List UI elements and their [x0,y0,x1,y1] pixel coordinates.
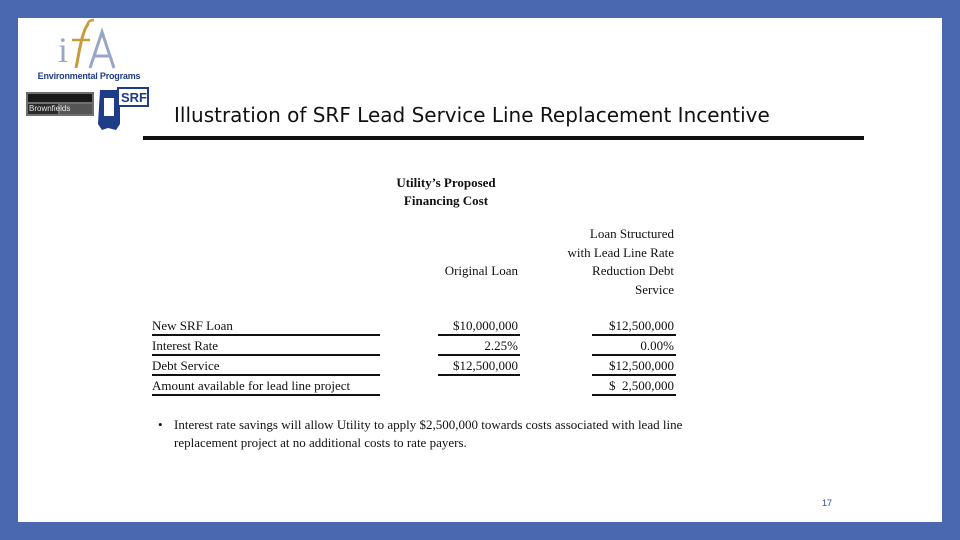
cell-structured-debt-service: $12,500,000 [609,358,674,373]
slide-title: Illustration of SRF Lead Service Line Replacement Incentive [174,103,770,127]
table-group-header: Utility’s Proposed Financing Cost [396,175,496,208]
cell-original-interest-rate: 2.25% [484,338,518,353]
row-divider [592,354,676,356]
srf-indiana-logo [94,84,150,132]
cell-original-debt-service: $12,500,000 [453,358,518,373]
row-divider [152,374,380,376]
ifa-logo-caption: Environmental Programs [37,71,141,81]
row-divider [438,334,520,336]
cell-structured-new-srf-loan: $12,500,000 [609,318,674,333]
ifa-logo [24,18,149,86]
row-divider [152,334,380,336]
svg-text:i: i [58,30,69,70]
row-label-interest-rate: Interest Rate [152,338,219,353]
bullet-note-text: Interest rate savings will allow Utility to apply $2,500,000 towards costs associated with lead line replacement project at no additional costs to rate payers. [174,417,683,450]
row-divider [592,334,676,336]
row-label-lead-line-amount: Amount available for lead line project [152,378,351,393]
cell-structured-lead-line-amount: $ 2,500,000 [609,378,674,393]
row-label-debt-service: Debt Service [152,358,220,373]
title-underline [143,136,864,140]
ifa-logo-mark [54,18,124,70]
row-divider [438,374,520,376]
brownfields-logo-label: Brownfields [29,104,71,113]
bullet-note [158,416,698,452]
svg-text:SRF: SRF [121,90,147,105]
slide [18,18,942,522]
row-divider [592,374,676,376]
row-divider [152,354,380,356]
column-header-original-loan: Original Loan [444,263,518,278]
page-number: 17 [822,498,833,508]
row-label-new-srf-loan: New SRF Loan [152,318,233,333]
row-divider [152,394,380,396]
row-divider [438,354,520,356]
cell-original-new-srf-loan: $10,000,000 [453,318,518,333]
row-divider [592,394,676,396]
cell-structured-interest-rate: 0.00% [640,338,674,353]
bullet-dot-icon: • [158,417,163,432]
column-header-structured-loan: Loan Structured with Lead Line Rate Reduction Debt Service [567,226,674,297]
